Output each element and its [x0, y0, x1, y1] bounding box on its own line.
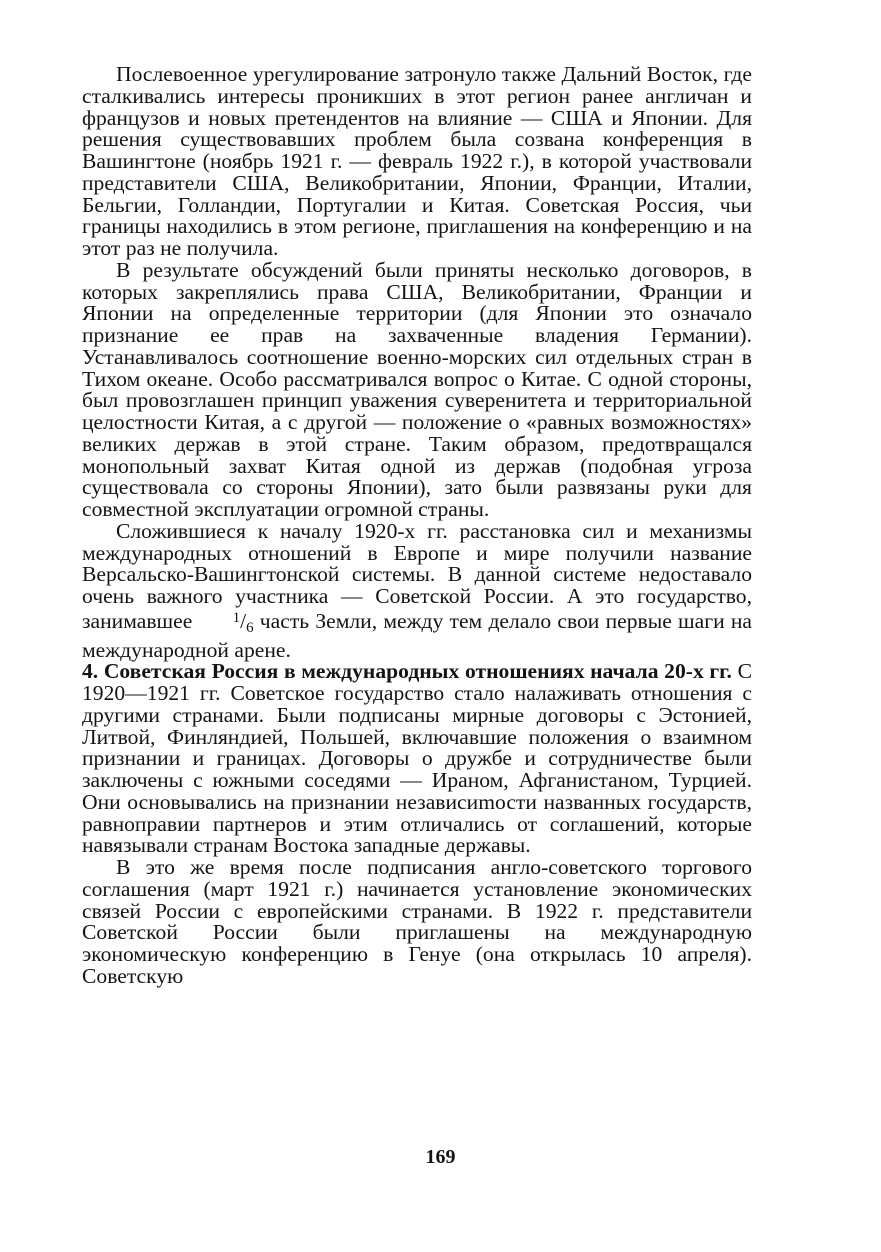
- paragraph-versailles-system: [82, 518, 753, 662]
- section-4: [82, 661, 752, 857]
- page-body: [82, 64, 752, 988]
- paragraph-text: часть Земли, между тем делало свои первые шаги на международной арене.: [82, 608, 753, 662]
- fraction-denominator: 6: [246, 619, 254, 636]
- paragraph-far-east: Послевоенное урегулирование затронуло также Дальний Восток, где сталкивались интересы проникших в этот регион ранее англичан и французов и новых претендентов на влияние — США и Японии. Для решения существовавших проблем была созвана конференция в Вашингтоне (ноябрь 1921 г. — февраль 1922 г.), в которой участвовали представители США, Великобритании, Японии, Франции, Италии, Бельгии, Голландии, Португалии и Китая. Советская Россия, чьи границы находились в этом регионе, приглашения на конференцию и на этот раз не получила.: [82, 62, 752, 260]
- paragraph-genoa: В это же время после подписания англо-советского торгового соглашения (март 1921 г.) начинается установление экономических связей России с европейскими странами. В 1922 г. представители Советской России были приглашены на международную экономическую конференцию в Генуе (она открылась 10 апреля). Советскую: [82, 855, 752, 988]
- paragraph-washington-results: В результате обсуждений были приняты несколько договоров, в которых закреплялись права США, Великобритании, Франции и Японии на определенные территории (для Японии это означало признание ее прав на захваченные владения Германии). Устанавливалось соотношение военно-морских сил отдельных стран в Тихом океане. Особо рассматривался вопрос о Китае. С одной стороны, был провозглашен принцип уважения суверенитета и территориальной целостности Китая, а с другой — положение о «равных возможностях» великих держав в этой стране. Таким образом, предотвращался монопольный захват Китая одной из держав (подобная угроза существовала со стороны Японии), зато были развязаны руки для совместной эксплуатации огромной страны.: [82, 257, 752, 521]
- fraction-one-sixth: $^1/_6$: [232, 608, 254, 636]
- fraction-numerator: 1: [232, 609, 241, 626]
- section-heading: 4. Советская Россия в международных отношениях начала 20-х гг.: [82, 659, 732, 684]
- section-text: С 1920—1921 гг. Советское государство стало налаживать отношения с другими странами. Были подписаны мирные договоры с Эстонией, Литвой, Финляндией, Польшей, включавшие положения о взаимном признании и границах. Договоры о дружбе и сотрудничестве были заключены с южными соседями — Ираном, Афганистаном, Турцией. Они основывались на признании независиmости названных государств, равноправии партнеров и этим отличались от соглашений, которые навязывали странам Востока западные державы.: [82, 659, 752, 858]
- page-number: 169: [425, 1146, 456, 1168]
- paragraph-text: Сложившиеся к началу 1920-х гг. расстановка сил и механизмы международных отношений в Европе и мире получили название Версальско-Вашингтонской системы. В данной системе недоставало очень важного участника — Советской России. А это государство, занимавшее: [82, 518, 752, 633]
